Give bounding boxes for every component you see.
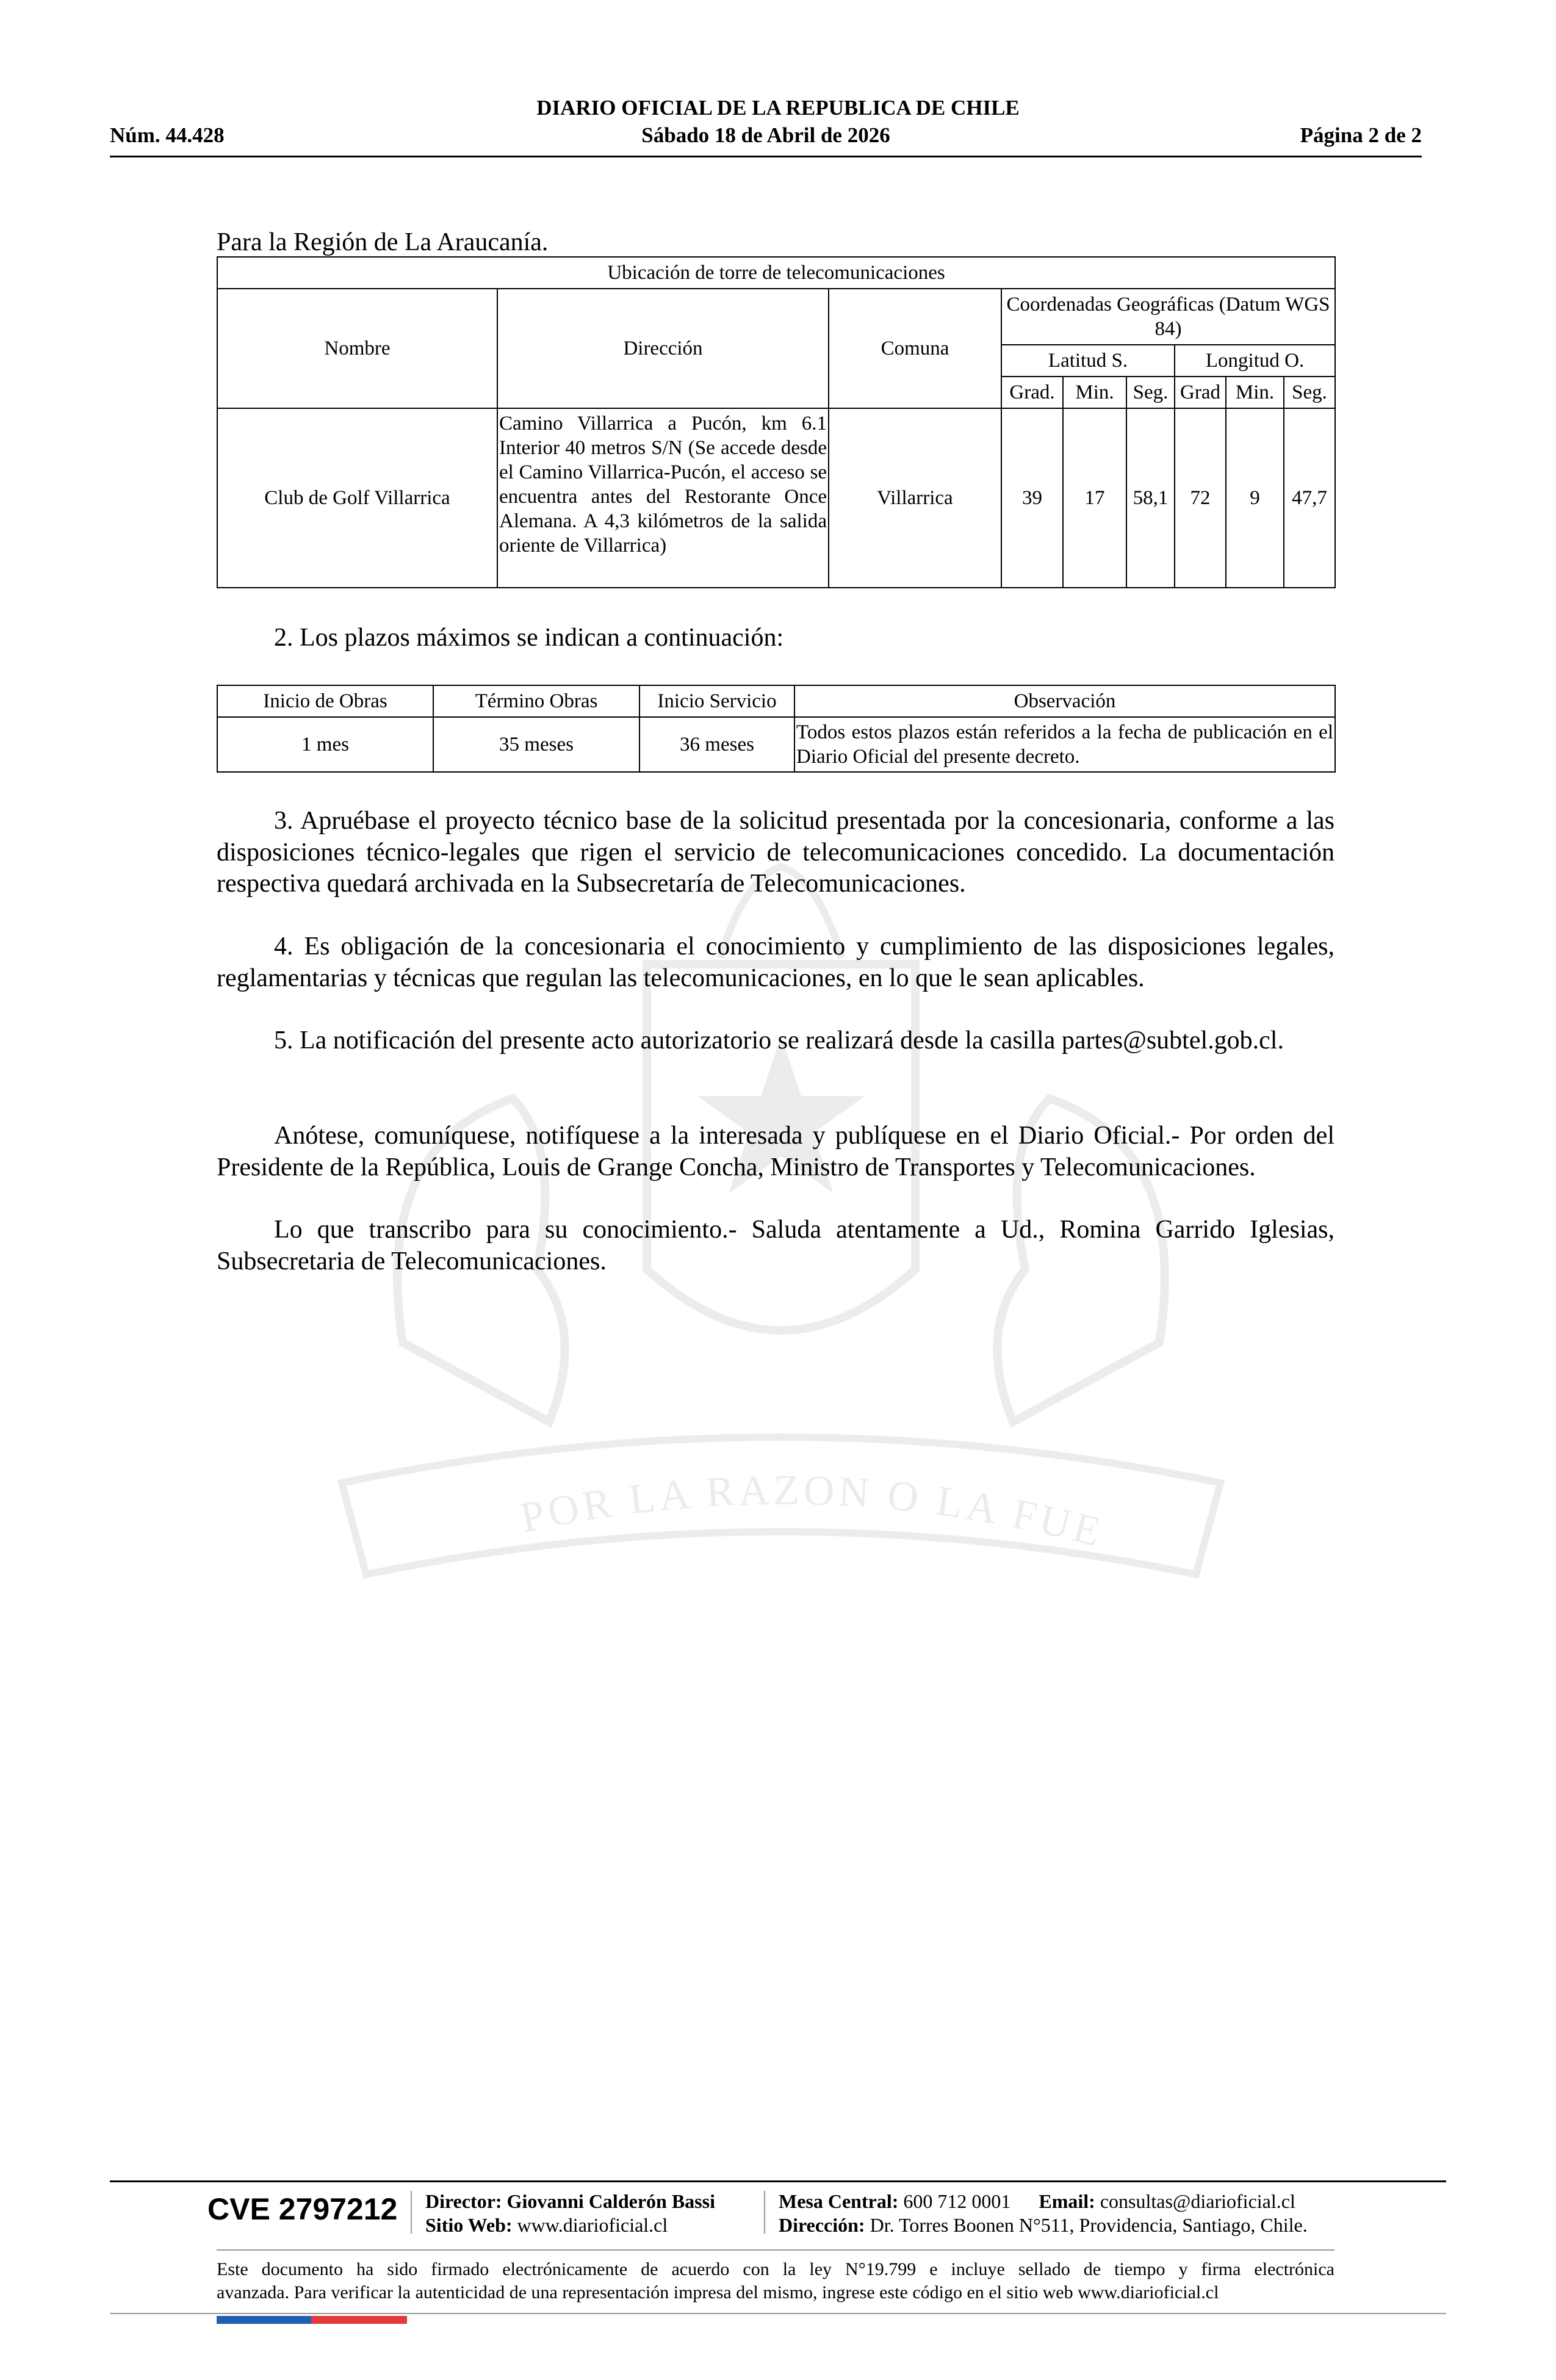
cell-lon-grad: 72	[1175, 408, 1226, 588]
header-nombre: Nombre	[217, 289, 497, 408]
cell-lon-min: 9	[1226, 408, 1284, 588]
watermark-motto: POR LA RAZON O LA FUE	[516, 1466, 1109, 1557]
cell-inicio-obras: 1 mes	[217, 717, 433, 772]
footer-website	[425, 2213, 668, 2237]
flag-stripe-red	[311, 2316, 407, 2324]
paragraph-4	[217, 931, 1334, 994]
cell-comuna: Villarrica	[829, 408, 1001, 588]
footer-divider-middle	[217, 2249, 1334, 2251]
footer-separator-2	[764, 2191, 765, 2234]
director-value: Giovanni Calderón Bassi	[506, 2190, 715, 2212]
cell-lon-seg: 47,7	[1284, 408, 1335, 588]
cell-lat-seg: 58,1	[1126, 408, 1175, 588]
plazos-table	[217, 685, 1336, 773]
header-comuna: Comuna	[829, 289, 1001, 408]
footer-director	[425, 2190, 715, 2213]
subheader-lat-min: Min.	[1063, 377, 1126, 408]
legal-notice-line-1: Este documento ha sido firmado electrónicamente de acuerdo con la ley N°19.799 e incluye sellado de tiempo y firma electrónica	[217, 2259, 1334, 2279]
header-longitud: Longitud O.	[1175, 345, 1335, 377]
paragraph-5	[217, 1025, 1334, 1057]
cell-nombre: Club de Golf Villarrica	[217, 408, 497, 588]
cell-inicio-servicio: 36 meses	[639, 717, 794, 772]
mesa-central-value: 600 712 0001	[903, 2190, 1011, 2212]
paragraph-3-text: 3. Apruébase el proyecto técnico base de la solicitud presentada por la concesionaria, conforme a las disposiciones técnico-legales que rigen el servicio de telecomunicaciones concedido. La documentación respectiva quedará archivada en la Subsecretaría de Telecomunicaciones.	[217, 807, 1334, 898]
header-inicio-obras: Inicio de Obras	[217, 685, 433, 717]
director-label: Director:	[425, 2190, 502, 2212]
footer-separator-1	[411, 2191, 412, 2234]
header-inicio-servicio: Inicio Servicio	[639, 685, 794, 717]
footer-contact	[779, 2190, 1295, 2213]
table-caption: Ubicación de torre de telecomunicaciones	[217, 257, 1335, 289]
paragraph-signature-text: Lo que transcribo para su conocimiento.- Saluda atentamente a Ud., Romina Garrido Iglesias, Subsecretaria de Telecomunicaciones.	[217, 1216, 1334, 1275]
paragraph-closing-text: Anótese, comuníquese, notifíquese a la interesada y publíquese en el Diario Oficial.- Por orden del Presidente de la República, Louis de Grange Concha, Ministro de Transportes y Telecomunicaciones.	[217, 1122, 1334, 1181]
header-coordenadas: Coordenadas Geográficas (Datum WGS 84)	[1001, 289, 1335, 345]
address-label: Dirección:	[779, 2214, 865, 2236]
cell-direccion: Camino Villarrica a Pucón, km 6.1 Interior 40 metros S/N (Se accede desde el Camino Villarrica-Pucón, el acceso se encuentra antes del Restorante Once Alemana. A 4,3 kilómetros de la salida oriente de Villarrica)	[497, 408, 829, 588]
cell-lat-min: 17	[1063, 408, 1126, 588]
header-observacion: Observación	[794, 685, 1335, 717]
flag-stripe-blue	[217, 2316, 311, 2324]
newspaper-title: DIARIO OFICIAL DE LA REPUBLICA DE CHILE	[536, 96, 1020, 120]
point-2-heading: 2. Los plazos máximos se indican a continuación:	[274, 624, 784, 652]
mesa-central-label: Mesa Central:	[779, 2190, 899, 2212]
tower-location-table	[217, 256, 1336, 588]
footer-divider-top	[110, 2180, 1446, 2182]
website-label: Sitio Web:	[425, 2214, 513, 2236]
paragraph-4-text: 4. Es obligación de la concesionaria el conocimiento y cumplimiento de las disposiciones legales, reglamentarias y técnicas que regulan las telecomunicaciones, en lo que le sean aplicables.	[217, 932, 1334, 992]
subheader-lat-grad: Grad.	[1001, 377, 1063, 408]
paragraph-3	[217, 806, 1334, 900]
email-link[interactable]: consultas@diarioficial.cl	[1100, 2190, 1295, 2212]
header-direccion: Dirección	[497, 289, 829, 408]
issue-number: Núm. 44.428	[110, 123, 225, 147]
subheader-lon-min: Min.	[1226, 377, 1284, 408]
subheader-lat-seg: Seg.	[1126, 377, 1175, 408]
subheader-lon-seg: Seg.	[1284, 377, 1335, 408]
cell-observacion: Todos estos plazos están referidos a la fecha de publicación en el Diario Oficial del presente decreto.	[794, 717, 1335, 772]
footer-divider-bottom	[110, 2313, 1446, 2314]
page-indicator: Página 2 de 2	[1300, 123, 1422, 147]
email-label: Email:	[1039, 2190, 1095, 2212]
cell-termino-obras: 35 meses	[433, 717, 639, 772]
cve-code: CVE 2797212	[207, 2192, 398, 2226]
subheader-lon-grad: Grad	[1175, 377, 1226, 408]
cell-lat-grad: 39	[1001, 408, 1063, 588]
issue-date: Sábado 18 de Abril de 2026	[641, 123, 890, 147]
region-heading: Para la Región de La Araucanía.	[217, 228, 549, 256]
header-row	[110, 122, 1422, 149]
website-link[interactable]: www.diarioficial.cl	[517, 2214, 668, 2236]
paragraph-5-text: 5. La notificación del presente acto autorizatorio se realizará desde la casilla partes@subtel.gob.cl.	[274, 1026, 1284, 1055]
footer-address	[779, 2213, 1308, 2237]
paragraph-signature	[217, 1214, 1334, 1277]
legal-notice-line-2: avanzada. Para verificar la autenticidad de una representación impresa del mismo, ingrese este código en el sitio web www.diarioficial.cl	[217, 2282, 1219, 2302]
header-divider	[110, 156, 1422, 157]
paragraph-closing	[217, 1120, 1334, 1183]
header-termino-obras: Término Obras	[433, 685, 639, 717]
header-latitud: Latitud S.	[1001, 345, 1175, 377]
address-value: Dr. Torres Boonen N°511, Providencia, Santiago, Chile.	[870, 2214, 1308, 2236]
